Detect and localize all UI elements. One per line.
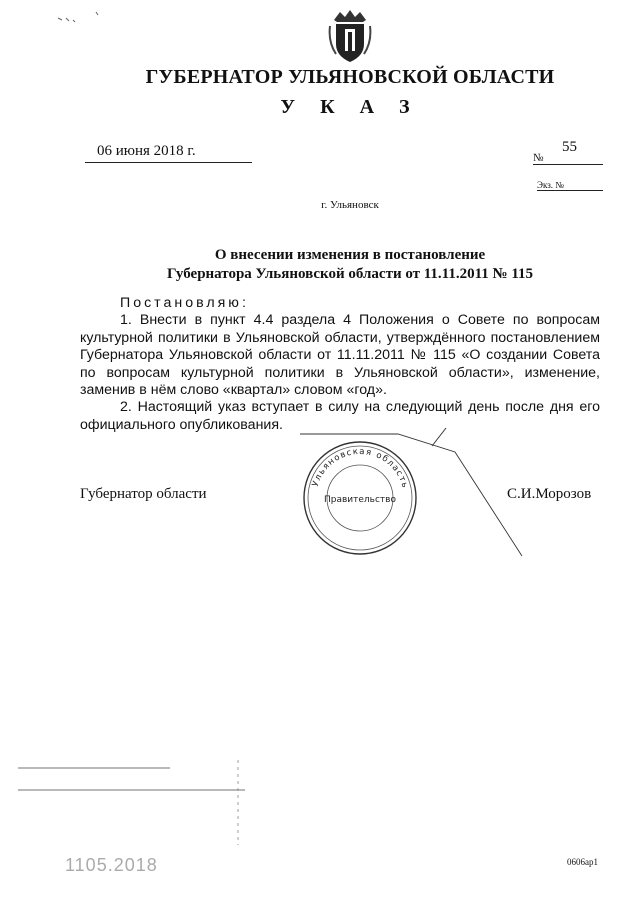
issuing-authority: ГУБЕРНАТОР УЛЬЯНОВСКОЙ ОБЛАСТИ xyxy=(145,66,555,88)
document-body xyxy=(80,295,600,434)
seal-center-text: Правительство xyxy=(324,495,396,505)
document-subject xyxy=(80,246,620,284)
decree-formula: Постановляю: xyxy=(120,295,249,311)
document-date: 06 июня 2018 г. xyxy=(85,143,252,163)
signatory-title: Губернатор области xyxy=(80,486,207,502)
body-item-1: 1. Внести в пункт 4.4 раздела 4 Положения о Совете по вопросам культурной политики в Ульяновской области, утверждённого постановлением Губернатора Ульяновской области от 11.11.2011 № 115 «О создании Совета по вопросам культурной политики в Ульяновской области», изменение, заменив в нём слово «квартал» словом «год». xyxy=(80,312,600,399)
city-of-issue: г. Ульяновск xyxy=(321,199,379,211)
document-type: У К А З xyxy=(280,96,420,118)
receipt-stamp: 1105.2018 xyxy=(65,855,158,875)
document-number: 55 xyxy=(562,139,577,155)
document-number-label: № xyxy=(533,152,603,165)
coat-of-arms-icon xyxy=(328,8,372,64)
subject-line-1: О внесении изменения в постановление xyxy=(214,247,486,263)
subject-line-2: Губернатора Ульяновской области от 11.11.2011 № 115 xyxy=(166,266,534,282)
footer-code: 0606ар1 xyxy=(567,857,598,867)
official-seal xyxy=(302,440,418,556)
signatory-name: С.И.Морозов xyxy=(507,486,592,502)
copy-number-label: Экз. № xyxy=(537,180,603,191)
seal-ring-text: Ульяновская область xyxy=(310,446,410,490)
body-item-2: 2. Настоящий указ вступает в силу на следующий день после дня его официального опубликования. xyxy=(80,399,600,433)
